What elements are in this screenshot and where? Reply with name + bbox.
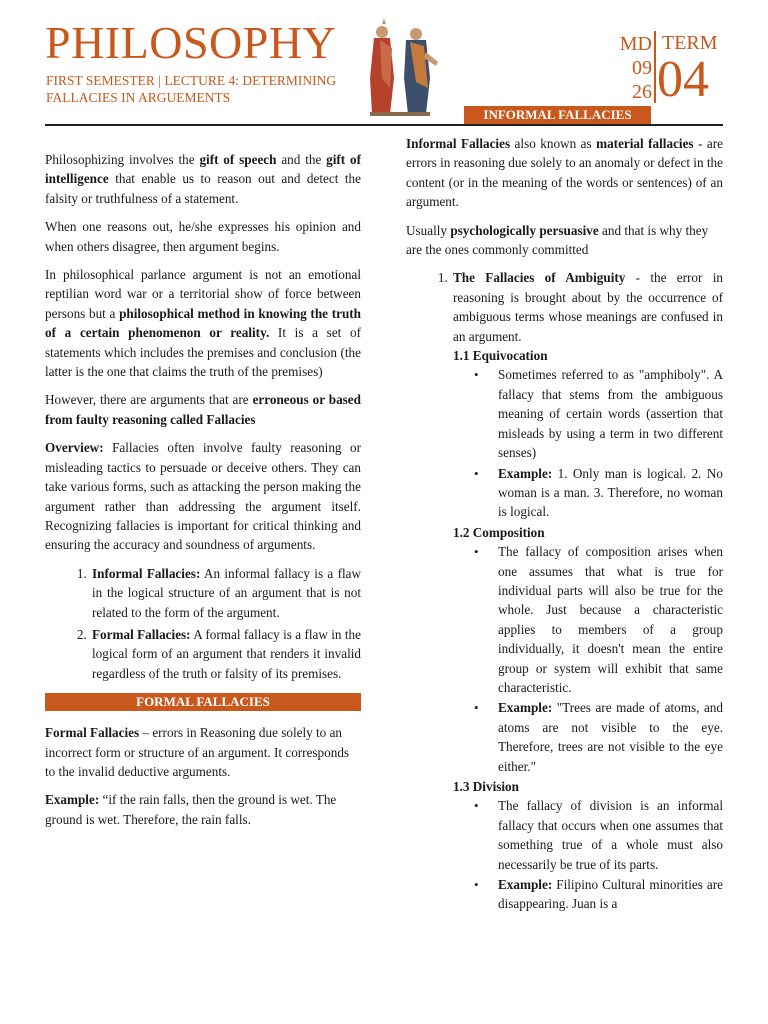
right-column xyxy=(406,134,723,923)
reasoning-paragraph: When one reasons out, he/she expresses his opinion and when others disagree, then argument begins. xyxy=(45,219,361,254)
list-item: • Example: Filipino Cultural minorities are disappearing. Juan is a xyxy=(498,875,723,914)
composition-bullets xyxy=(453,542,723,776)
term-label: TERM xyxy=(662,32,718,54)
argument-paragraph: In philosophical parlance argument is not an emotional reptilian word war or a territorial show of force between persons but a philosophical method in knowing the truth of a certain phenomenon or reality. It is a set of statements which includes the premises and conclusion (the latter is the one that claims the truth of the premises) xyxy=(45,267,362,380)
composition-heading: 1.2 Composition xyxy=(453,524,545,540)
page-header xyxy=(0,0,768,130)
intro-paragraph: Philosophizing involves the gift of speech and the gift of intelligence that enable us to reason out and detect the falsity or truthfulness of a statement. xyxy=(45,152,362,206)
list-item: • Example: 1. Only man is logical. 2. No woman is a man. 3. Therefore, no woman is logical. xyxy=(498,464,723,522)
equivocation-heading: 1.1 Equivocation xyxy=(453,348,548,364)
lecture-subtitle: FIRST SEMESTER | LECTURE 4: DETERMINING FALLACIES IN ARGUEMENTS xyxy=(46,73,337,105)
md-label: MD xyxy=(619,33,652,55)
term-number: 04 xyxy=(657,51,709,108)
erroneous-paragraph: However, there are arguments that are erroneous or based from faulty reasoning called Fallacies xyxy=(45,392,361,427)
formal-fallacies-banner: FORMAL FALLACIES xyxy=(45,693,361,711)
informal-definition-paragraph: Informal Fallacies also known as material fallacies - are errors in reasoning due solely to an anomaly or defect in the content (or in the meaning of the words or sentences) of an argument. xyxy=(406,136,723,210)
list-item: • The fallacy of division is an informal fallacy that occurs when one assumes that something true of a whole must also necessarily be true of its parts. xyxy=(498,796,723,874)
division-bullets xyxy=(453,796,723,913)
list-item: • The fallacy of composition arises when one assumes that what is true for individual parts will also be true for the whole. Just because a characteristic applies to members of a group individually, it doesn't mean the entire group or system will exhibit that same characteristic. xyxy=(498,542,723,697)
md-day: 26 xyxy=(632,81,652,103)
header-rule xyxy=(45,124,723,126)
informal-fallacies-banner: INFORMAL FALLACIES xyxy=(464,106,651,124)
overview-paragraph: Overview: Fallacies often involve faulty reasoning or misleading tactics to persuade or deceive others. They can take various forms, such as attacking the person making the argument rather than addressing the argument itself. Recognizing fallacies is important for critical thinking and ensuring the accuracy and soundness of arguments. xyxy=(45,440,361,553)
formal-definition-paragraph: Formal Fallacies – errors in Reasoning due solely to an incorrect form or structure of an argument. It corresponds to the invalid deductive arguments. xyxy=(45,725,350,779)
header-divider xyxy=(654,31,656,103)
formal-example-paragraph: Example: “if the rain falls, then the ground is wet. The ground is wet. Therefore, the rain falls. xyxy=(45,792,337,827)
page-title: PHILOSOPHY xyxy=(45,17,337,68)
philosophers-statue-image xyxy=(360,18,440,116)
list-item: • Sometimes referred to as "amphiboly". A fallacy that stems from the ambiguous meaning of certain words (assertion that misleads by using a term in two different senses) xyxy=(498,365,723,462)
fallacy-types-list xyxy=(45,564,361,683)
list-item: 1. The Fallacies of Ambiguity - the error in reasoning is brought about by the occurrence of ambiguous terms whose meanings are confused in an argument. 1.1 Equivocation • Sometimes referred to as "amphiboly". A fallacy that stems from the ambiguous meaning of certain words (assertion that misleads by using a term in two different senses) • Example: 1. Only man is logical. 2. No woman is a man. 3. Therefore, no woman is logical. 1.2 Composition • The fallacy of composition arises when one assumes that what is true for individual parts will also be true for the whole. Just because a characteristic applies to members of a group individually, it doesn't mean the entire group or system will exhibit that same characteristic. • Example: "Trees are made of atoms, and atoms are not visible to the eye. Therefore, trees are not visible to the eye either." 1.3 Division • The fallacy of division is an informal fallacy that occurs when one assumes that something true of a whole must also necessarily be true of its parts. • Example: Filipino Cultural minorities are disappearing. Juan is a xyxy=(451,268,723,913)
ambiguity-list xyxy=(406,268,723,913)
equivocation-bullets xyxy=(453,365,723,521)
division-heading: 1.3 Division xyxy=(453,779,519,794)
persuasive-paragraph: Usually psychologically persuasive and that is why they are the ones commonly committed xyxy=(406,222,709,258)
left-column xyxy=(45,150,361,838)
md-month: 09 xyxy=(632,57,652,79)
list-item: 2. Formal Fallacies: A formal fallacy is a flaw in the logical form of an argument that renders it invalid regardless of the truth or falsity of its premises. xyxy=(90,625,361,683)
list-item: 1. Informal Fallacies: An informal fallacy is a flaw in the logical structure of an argument that is not related to the form of the argument. xyxy=(90,564,361,622)
md-date xyxy=(612,32,652,104)
list-item: • Example: "Trees are made of atoms, and atoms are not visible to the eye. Therefore, trees are not visible to the eye either." xyxy=(498,698,723,776)
